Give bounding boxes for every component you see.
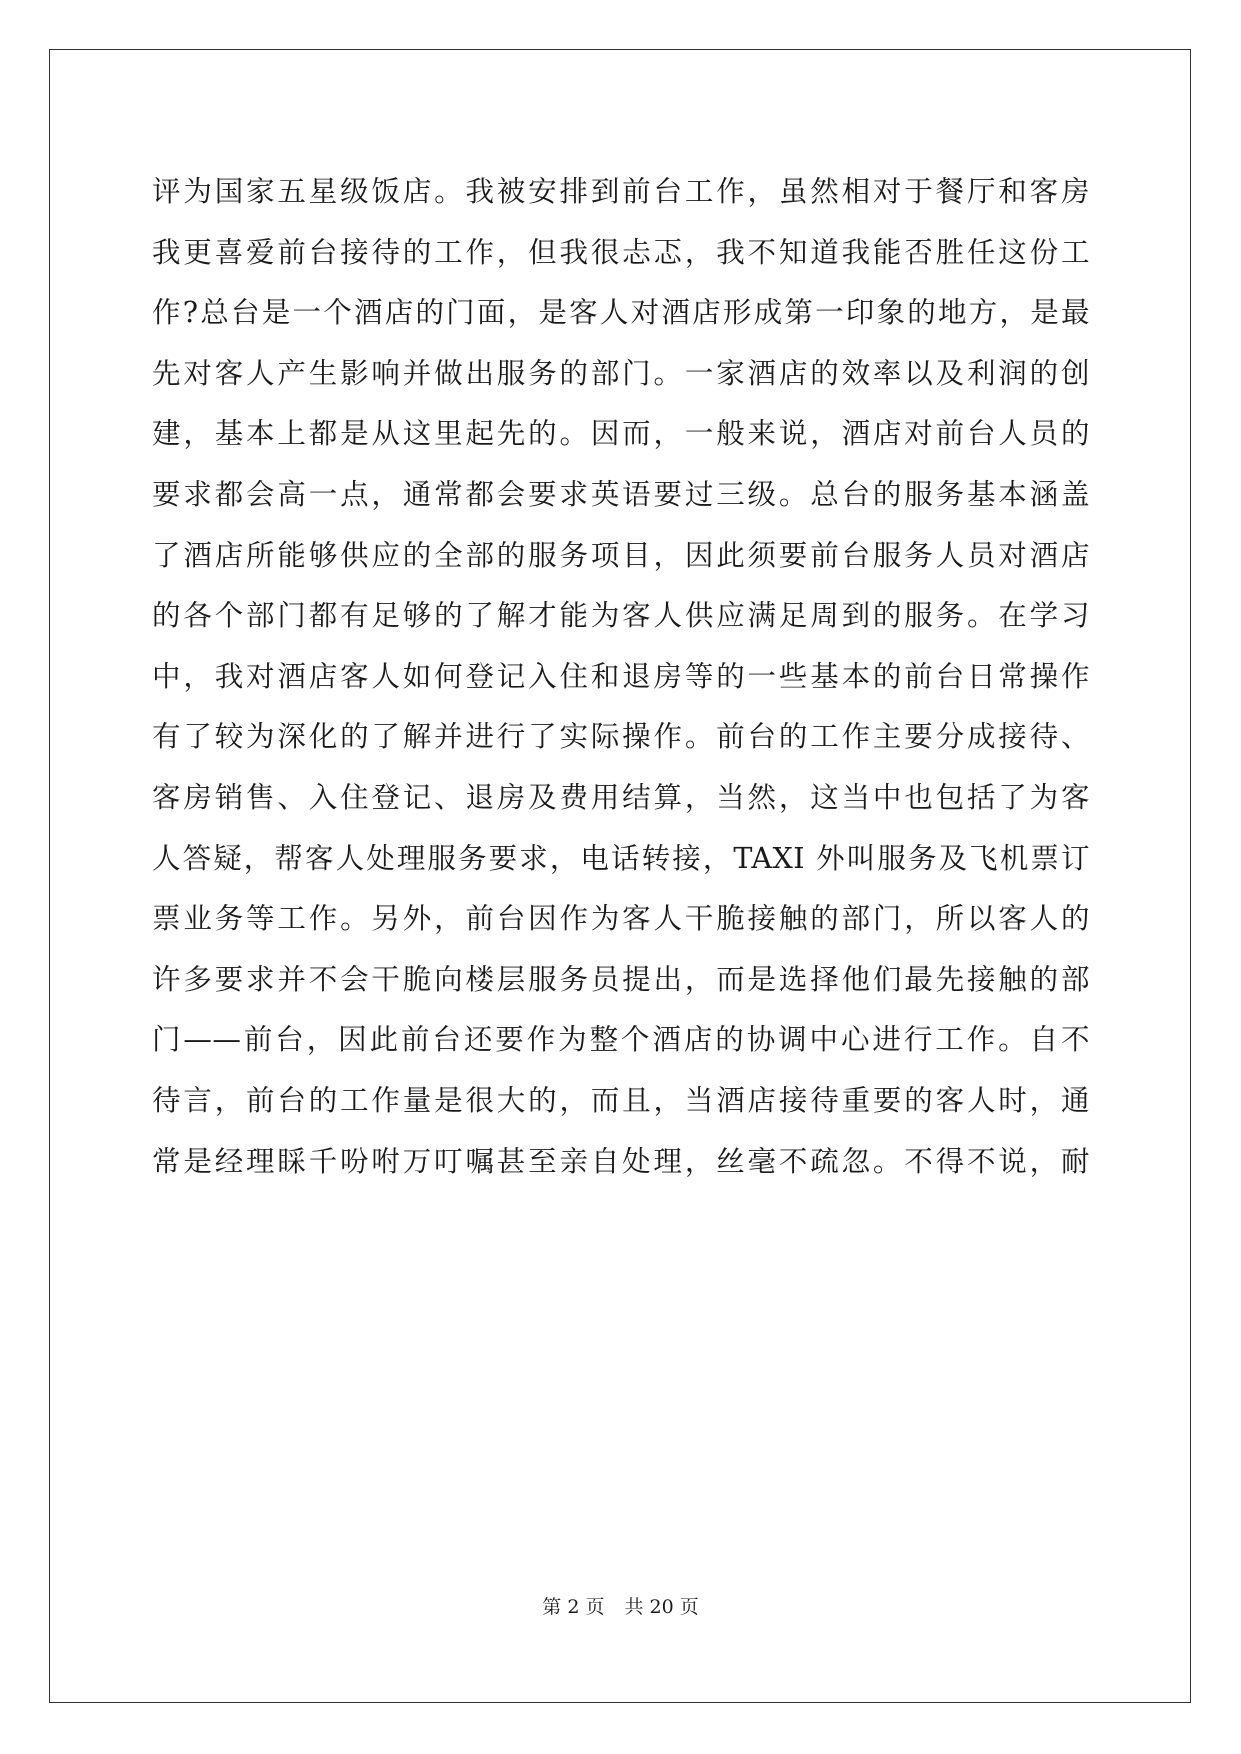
text-line: 了酒店所能够供应的全部的服务项目，因此须要前台服务人员对酒店	[152, 538, 1090, 572]
page-number: 第 2 页	[542, 1596, 605, 1618]
text-line: 要求都会高一点，通常都会要求英语要过三级。总台的服务基本涵盖	[152, 477, 1090, 511]
text-line: 人答疑，帮客人处理服务要求，电话转接，TAXI 外叫服务及飞机票订	[152, 841, 1090, 875]
text-line: 有了较为深化的了解并进行了实际操作。前台的工作主要分成接待、	[152, 720, 1090, 754]
text-line: 许多要求并不会干脆向楼层服务员提出，而是选择他们最先接触的部	[152, 962, 1090, 996]
text-line: 我更喜爱前台接待的工作，但我很忐忑，我不知道我能否胜任这份工	[152, 235, 1090, 269]
text-line: 作?总台是一个酒店的门面，是客人对酒店形成第一印象的地方，是最	[152, 296, 1090, 330]
page-footer	[0, 1592, 1241, 1619]
body-text	[152, 162, 1090, 1192]
text-line: 门——前台，因此前台还要作为整个酒店的协调中心进行工作。自不	[152, 1023, 1090, 1057]
text-line: 建，基本上都是从这里起先的。因而，一般来说，酒店对前台人员的	[152, 417, 1090, 451]
text-line: 常是经理睬千吩咐万叮嘱甚至亲自处理，丝毫不疏忽。不得不说，耐	[152, 1144, 1090, 1178]
text-line: 评为国家五星级饭店。我被安排到前台工作，虽然相对于餐厅和客房	[152, 175, 1090, 208]
text-line: 客房销售、入住登记、退房及费用结算，当然，这当中也包括了为客	[152, 780, 1090, 814]
page-total: 共 20 页	[624, 1596, 699, 1618]
text-line: 先对客人产生影响并做出服务的部门。一家酒店的效率以及利润的创	[152, 356, 1090, 390]
text-line: 待言，前台的工作量是很大的，而且，当酒店接待重要的客人时，通	[152, 1083, 1090, 1117]
text-line: 中，我对酒店客人如何登记入住和退房等的一些基本的前台日常操作	[152, 659, 1090, 693]
text-line: 的各个部门都有足够的了解才能为客人供应满足周到的服务。在学习	[152, 599, 1090, 633]
text-line: 票业务等工作。另外，前台因作为客人干脆接触的部门，所以客人的	[152, 902, 1090, 936]
